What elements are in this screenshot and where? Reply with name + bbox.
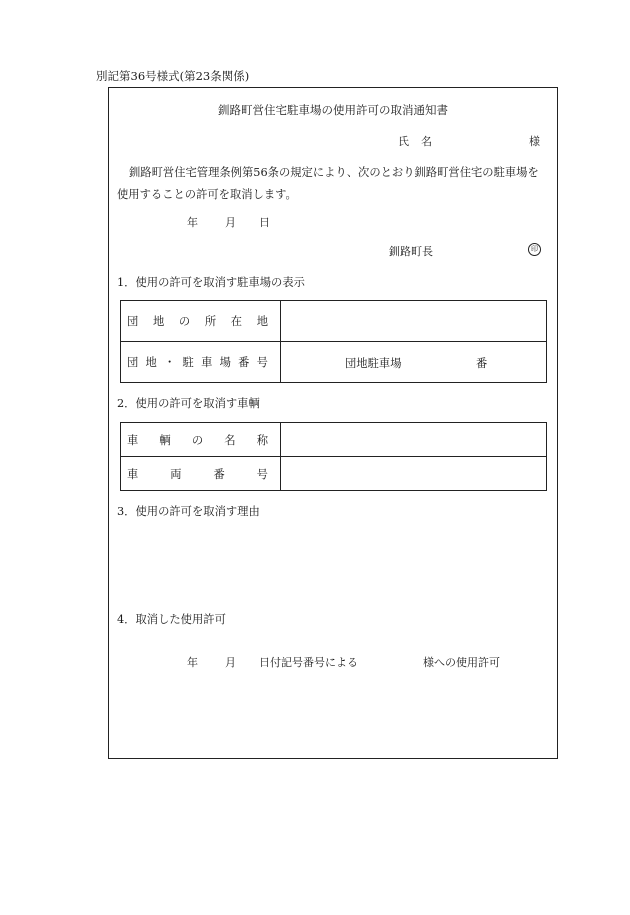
body-text: 釧路町営住宅管理条例第56条の規定により、次のとおり釧路町営住宅の駐車場を使用することの許可を取消します。 bbox=[117, 166, 539, 201]
label-char: ・ bbox=[164, 356, 176, 369]
table-row bbox=[121, 301, 547, 342]
date-year: 年 bbox=[187, 216, 198, 229]
label-char: 称 bbox=[256, 433, 268, 447]
seal-mark: 印 bbox=[528, 243, 541, 256]
label-vehicle-number bbox=[121, 457, 281, 491]
issuer-title: 釧路町長 bbox=[389, 245, 433, 258]
notice-frame bbox=[108, 87, 558, 759]
label-char: の bbox=[191, 433, 204, 447]
label-lot-number bbox=[121, 342, 281, 383]
label-char: 輌 bbox=[159, 433, 171, 447]
label-char: 車 bbox=[127, 433, 139, 447]
section-1-heading: 1．使用の許可を取消す駐車場の表示 bbox=[117, 276, 305, 289]
section-4-heading: 4．取消した使用許可 bbox=[117, 613, 226, 626]
revoked-reference: 日付記号番号による bbox=[259, 656, 358, 669]
label-char: 号 bbox=[256, 356, 268, 369]
label-char: 番 bbox=[238, 356, 250, 369]
value-vehicle-number[interactable] bbox=[281, 457, 547, 491]
section-2-heading: 2．使用の許可を取消す車輌 bbox=[117, 397, 260, 410]
label-vehicle-name bbox=[121, 423, 281, 457]
addressee-honorific: 様 bbox=[529, 135, 540, 148]
document-title: 釧路町営住宅駐車場の使用許可の取消通知書 bbox=[218, 103, 448, 117]
addressee-name-label: 氏名 bbox=[398, 135, 444, 148]
label-char: 駐 bbox=[182, 356, 194, 369]
section-3-heading: 3．使用の許可を取消す理由 bbox=[117, 505, 260, 518]
label-char: 車 bbox=[127, 467, 139, 481]
revoked-month: 月 bbox=[225, 656, 236, 669]
lot-text: 団地駐車場 bbox=[345, 357, 402, 370]
value-housing-location[interactable] bbox=[281, 301, 547, 342]
label-housing-location bbox=[121, 301, 281, 342]
revoked-permit-text: 様への使用許可 bbox=[423, 656, 500, 669]
parking-lot-table bbox=[120, 300, 547, 383]
label-char: 所 bbox=[204, 315, 217, 328]
date-day: 日 bbox=[259, 216, 270, 229]
label-char: 場 bbox=[219, 356, 231, 369]
vehicle-table bbox=[120, 422, 547, 491]
revoked-year: 年 bbox=[187, 656, 198, 669]
table-row bbox=[121, 342, 547, 383]
form-label: 別記第36号様式(第23条関係) bbox=[96, 69, 250, 83]
lot-number-suffix: 番 bbox=[476, 357, 488, 370]
label-char: 番 bbox=[213, 467, 225, 481]
value-lot-number[interactable] bbox=[281, 342, 547, 383]
label-char: 両 bbox=[170, 467, 182, 481]
value-vehicle-name[interactable] bbox=[281, 423, 547, 457]
table-row bbox=[121, 457, 547, 491]
label-char: 号 bbox=[256, 467, 268, 481]
label-char: 地 bbox=[152, 315, 165, 328]
label-char: 車 bbox=[201, 356, 213, 369]
label-char: 団 bbox=[127, 356, 139, 369]
label-char: 団 bbox=[127, 315, 139, 328]
label-char: 地 bbox=[145, 356, 157, 369]
label-char: 地 bbox=[256, 315, 268, 328]
label-char: の bbox=[178, 315, 191, 328]
label-char: 名 bbox=[224, 433, 236, 447]
date-month: 月 bbox=[225, 216, 236, 229]
table-row bbox=[121, 423, 547, 457]
label-char: 在 bbox=[230, 315, 243, 328]
